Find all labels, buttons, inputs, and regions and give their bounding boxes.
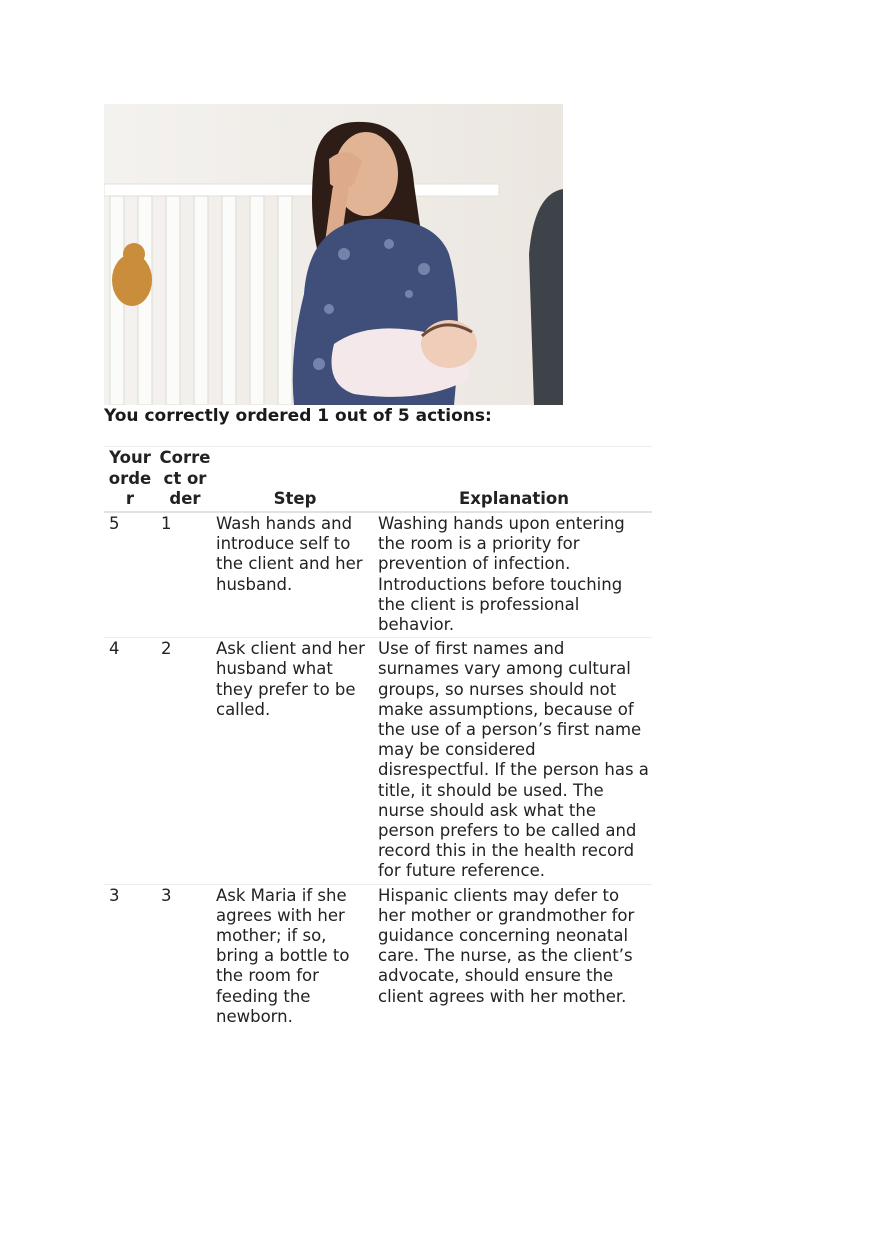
table-header-row (104, 447, 652, 513)
ordering-results-table (104, 446, 652, 1029)
your-order-cell: 4 (104, 638, 156, 884)
step-header: Step (214, 447, 376, 513)
table-row (104, 884, 652, 1029)
your-order-cell: 5 (104, 512, 156, 638)
correct-order-header: Correct order (156, 447, 214, 513)
correct-order-cell: 2 (156, 638, 214, 884)
explanation-header: Explanation (376, 447, 652, 513)
correct-order-cell: 3 (161, 885, 172, 905)
step-cell: Wash hands and introduce self to the client and her husband. (214, 512, 376, 638)
your-order-cell: 3 (109, 885, 120, 905)
step-cell: Ask Maria if she agrees with her mother; if so, bring a bottle to the room for feeding the newborn. (216, 885, 350, 1026)
mother-and-newborn-photo (104, 104, 563, 405)
photo-illustration (104, 104, 563, 405)
explanation-cell: Washing hands upon entering the room is a priority for prevention of infection. Introductions before touching the client is professional behavior. (376, 512, 652, 638)
explanation-cell: Use of first names and surnames vary among cultural groups, so nurses should not make assumptions, because of the use of a person’s first name may be considered disrespectful. If the person has a title, it should be used. The nurse should ask what the person prefers to be called and record this in the health record for future reference. (376, 638, 652, 884)
explanation-cell: Hispanic clients may defer to her mother or grandmother for guidance concerning neonatal care. The nurse, as the client’s advocate, should ensure the client agrees with her mother. (378, 885, 635, 1006)
correct-order-cell: 1 (156, 512, 214, 638)
table-row (104, 638, 652, 884)
table-row (104, 512, 652, 638)
step-cell: Ask client and her husband what they prefer to be called. (214, 638, 376, 884)
your-order-header: Your order (104, 447, 156, 513)
result-heading: You correctly ordered 1 out of 5 actions: (104, 406, 492, 426)
